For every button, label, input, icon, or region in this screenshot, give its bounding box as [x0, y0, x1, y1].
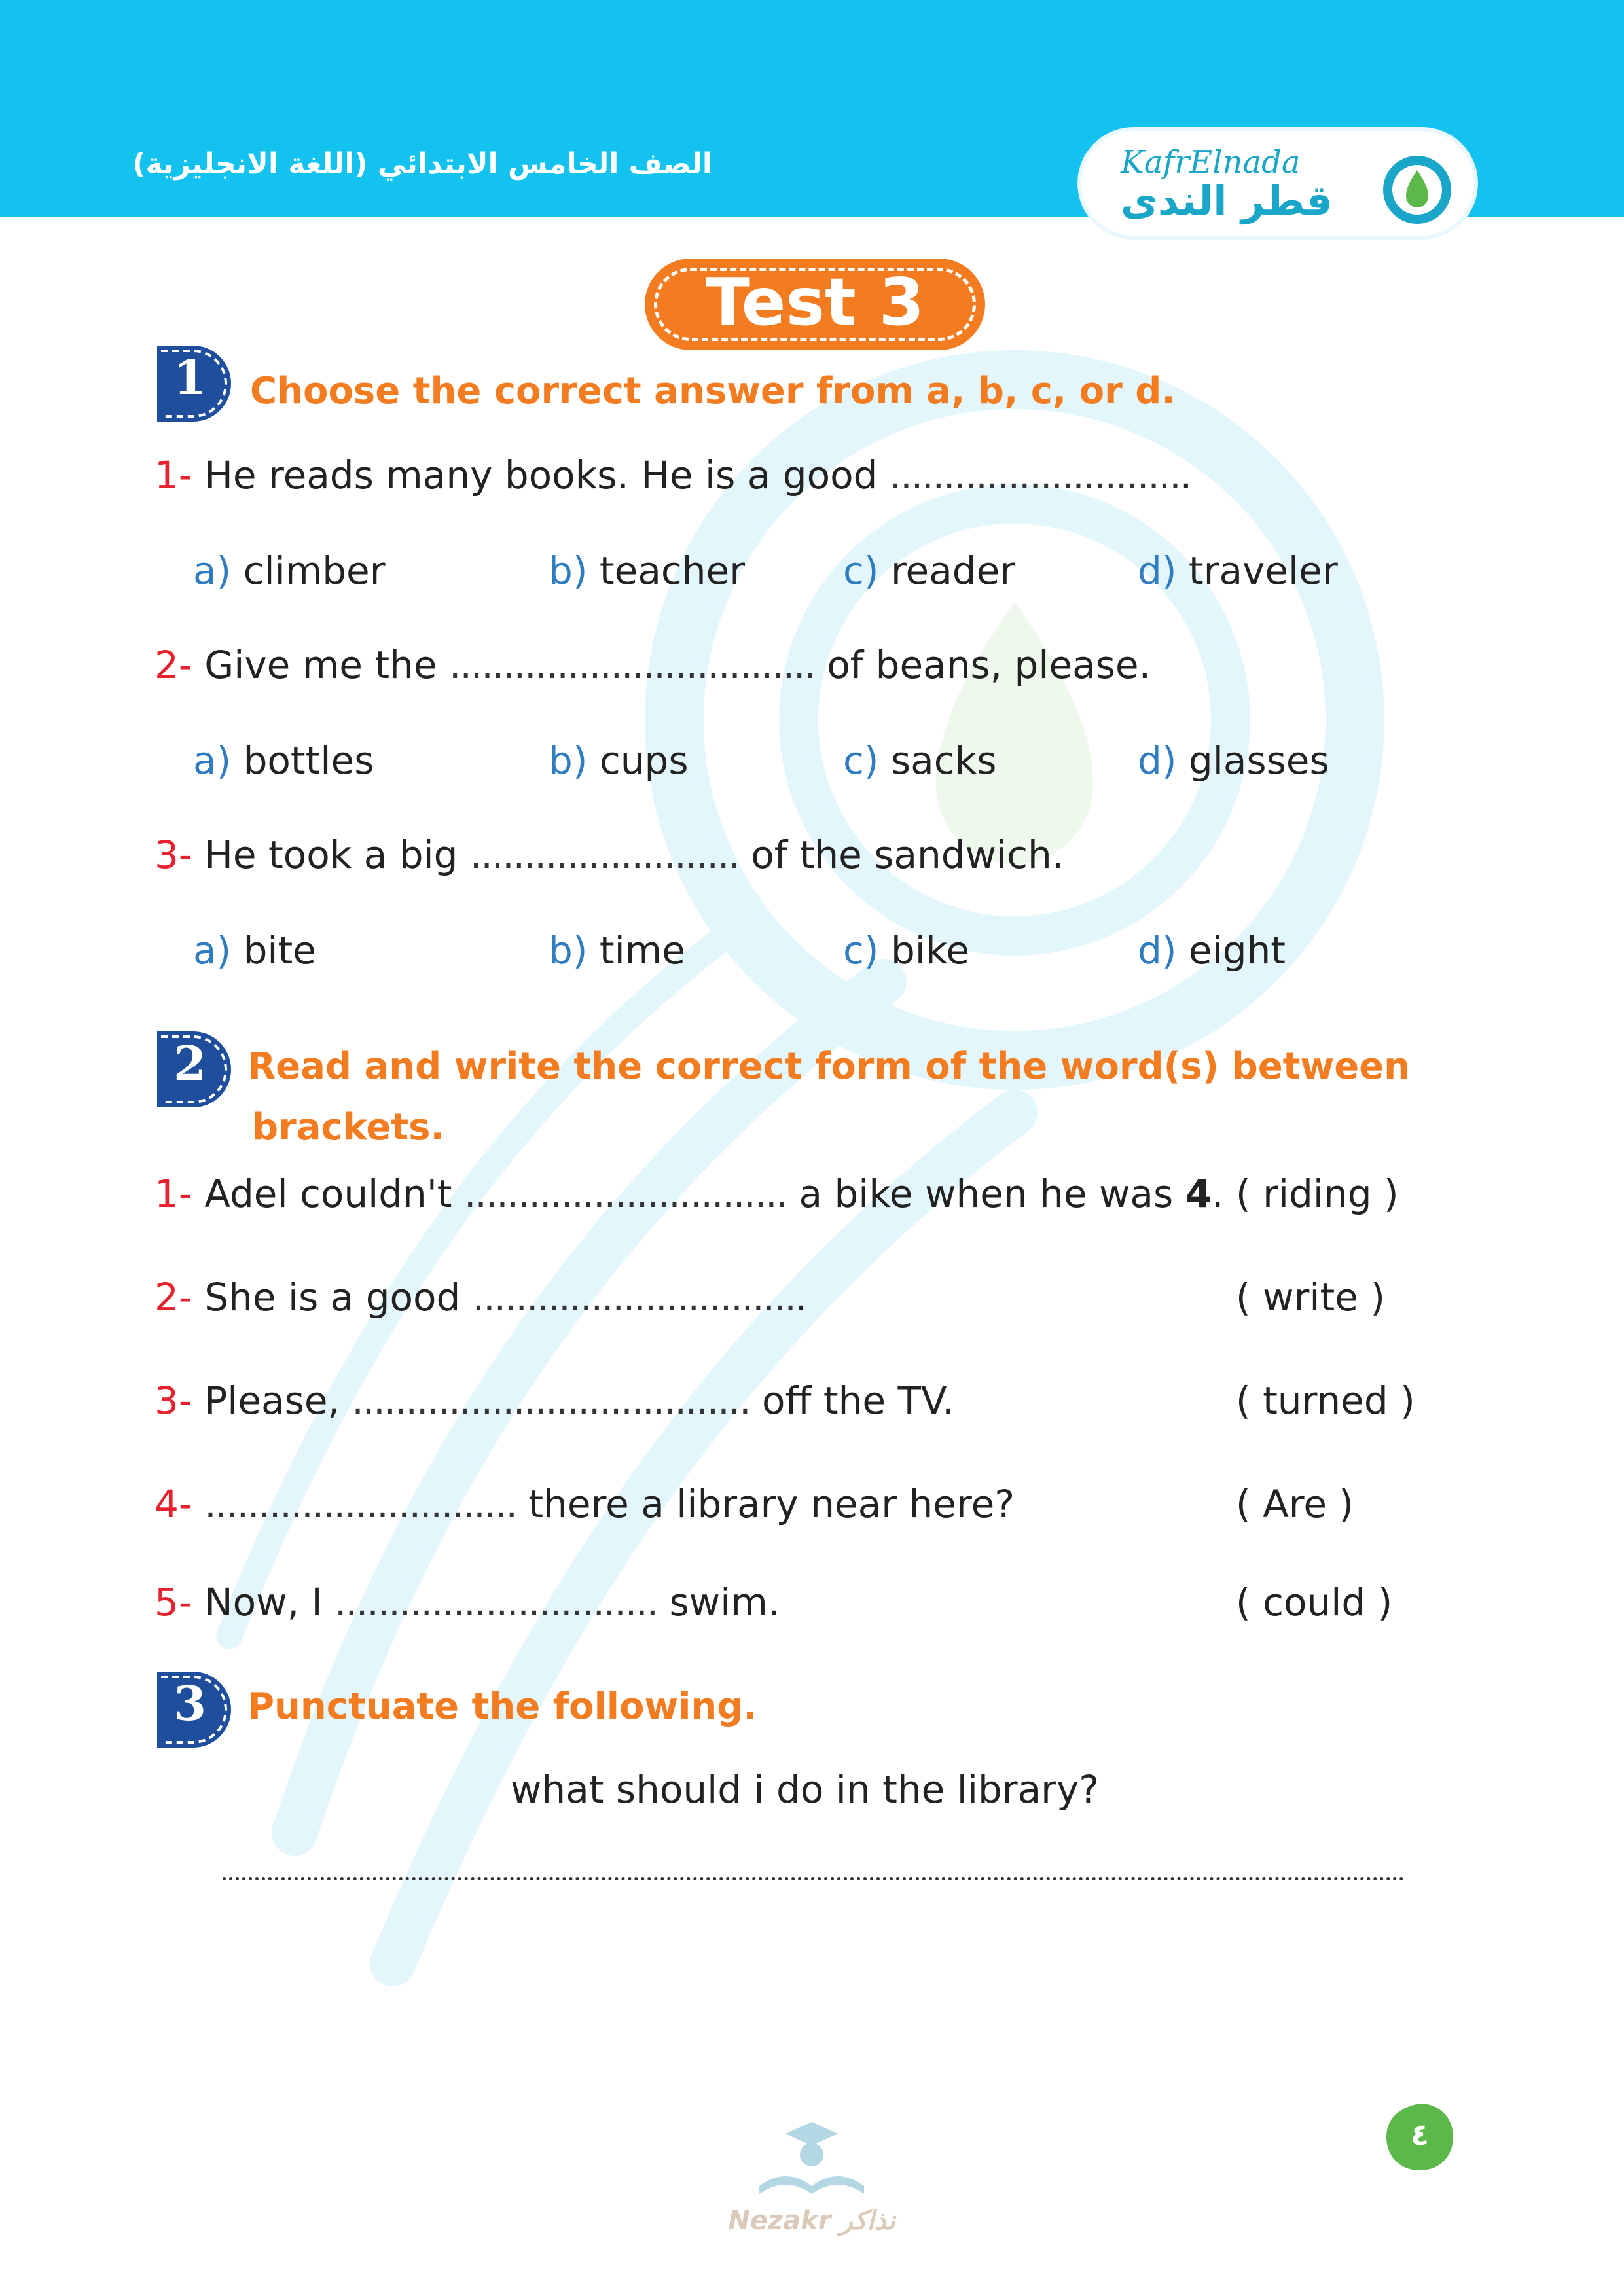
option-text: glasses: [1188, 738, 1329, 783]
option-letter: c): [843, 738, 879, 783]
question-number-bold: 4: [1185, 1172, 1212, 1216]
option-text: sacks: [890, 738, 997, 783]
question-text-end: off the TV.: [761, 1378, 954, 1423]
option-letter: d): [1138, 738, 1177, 783]
section-2-title-line1: Read and write the correct form of the word(s) between: [247, 1045, 1411, 1088]
option-text: time: [599, 928, 685, 973]
option-text: traveler: [1188, 548, 1338, 593]
answer-blank[interactable]: ..............................: [463, 1172, 787, 1216]
option-b[interactable]: [549, 738, 689, 783]
question-text: She is a good: [204, 1275, 461, 1319]
question-number: 4-: [154, 1482, 192, 1526]
question-number: 5-: [154, 1580, 192, 1624]
kafr-elnada-logo: [1081, 131, 1474, 236]
page-number-badge: [1384, 2101, 1456, 2173]
question-text: Please,: [204, 1378, 340, 1423]
option-b[interactable]: [549, 928, 685, 973]
option-a[interactable]: [193, 548, 386, 593]
option-letter: b): [549, 548, 588, 593]
option-a[interactable]: [193, 928, 316, 973]
question-text-end: of the sandwich.: [751, 833, 1064, 877]
option-d[interactable]: [1138, 928, 1286, 973]
option-d[interactable]: [1138, 548, 1338, 593]
question-text: Give me the: [204, 643, 437, 687]
question-text: Adel couldn't: [204, 1172, 452, 1216]
option-text: reader: [890, 548, 1016, 593]
option-text: cups: [599, 738, 689, 783]
option-text: bite: [243, 928, 316, 973]
test-title-badge: [645, 259, 985, 350]
page-number: ٤: [1410, 2117, 1430, 2152]
question-text-end: of beans, please.: [827, 643, 1151, 687]
question-row: [154, 1580, 780, 1624]
question-text-end: swim.: [669, 1580, 780, 1624]
section-2-badge: [157, 1031, 236, 1110]
section-3-title: Punctuate the following.: [247, 1685, 757, 1728]
section-number: 1: [173, 350, 207, 405]
option-letter: a): [193, 548, 232, 593]
question-text-end: .: [1180, 453, 1193, 497]
section-number: 3: [173, 1676, 207, 1731]
question-number: 2-: [154, 1275, 192, 1319]
question-number: 3-: [154, 833, 192, 877]
option-c[interactable]: [843, 738, 996, 783]
bracket-word: ( riding ): [1236, 1172, 1399, 1216]
question-text: He took a big: [204, 833, 458, 877]
question-text-end: a bike when he was: [799, 1172, 1174, 1216]
option-letter: d): [1138, 928, 1177, 973]
water-drop-icon: [1375, 144, 1460, 229]
answer-blank[interactable]: .........................: [469, 833, 739, 877]
test-title: Test 3: [705, 264, 925, 340]
option-b[interactable]: [549, 548, 745, 593]
footer-logo-text: Nezakr نذاكر: [728, 2206, 895, 2236]
option-c[interactable]: [843, 928, 969, 973]
answer-blank[interactable]: ..............................: [334, 1580, 658, 1624]
section-1-badge: [157, 346, 236, 424]
option-letter: b): [549, 928, 588, 973]
option-letter: c): [843, 548, 879, 593]
bracket-word: ( turned ): [1236, 1378, 1415, 1423]
option-letter: c): [843, 928, 879, 973]
option-letter: a): [193, 928, 232, 973]
section-1-title: Choose the correct answer from a, b, c, or d.: [250, 370, 1176, 412]
question-text: He reads many books. He is a good: [204, 453, 878, 497]
option-letter: a): [193, 738, 232, 783]
question-number: 3-: [154, 1378, 192, 1423]
question-end-punct: .: [1211, 1172, 1224, 1216]
section-3-badge: [157, 1672, 236, 1750]
bracket-word: ( write ): [1236, 1275, 1385, 1319]
bracket-word: ( Are ): [1236, 1482, 1354, 1526]
question-row: [154, 1275, 807, 1319]
header-title: الصف الخامس الابتدائي (اللغة الانجليزية): [132, 147, 712, 181]
option-letter: d): [1138, 548, 1177, 593]
option-letter: b): [549, 738, 588, 783]
answer-line[interactable]: [223, 1877, 1404, 1880]
question-number: 2-: [154, 643, 192, 687]
question-row: [154, 1378, 954, 1423]
answer-blank[interactable]: ..................................: [449, 643, 815, 687]
answer-blank[interactable]: ..............................: [472, 1275, 795, 1319]
option-a[interactable]: [193, 738, 374, 783]
punctuate-sentence: what should i do in the library?: [511, 1767, 1100, 1812]
option-text: teacher: [599, 548, 746, 593]
option-text: eight: [1188, 928, 1286, 973]
section-2-title-line2: brackets.: [252, 1106, 444, 1149]
question-text: Now, I: [204, 1580, 323, 1624]
question-row: [154, 1172, 1223, 1216]
question-row: [154, 1482, 1015, 1526]
answer-blank[interactable]: .............................: [204, 1482, 516, 1526]
option-c[interactable]: [843, 548, 1015, 593]
question-text-end: there a library near here?: [528, 1482, 1015, 1526]
graduate-book-icon: [720, 2114, 903, 2206]
option-d[interactable]: [1138, 738, 1329, 783]
logo-arabic-text: قطر الندى: [1121, 177, 1333, 224]
section-number: 2: [173, 1035, 207, 1091]
question-number: 1-: [154, 453, 192, 497]
question-row: [154, 643, 1151, 687]
bracket-word: ( could ): [1236, 1580, 1393, 1624]
header-bar: [0, 0, 1624, 224]
logo-latin-text: KafrElnada: [1121, 144, 1301, 181]
option-text: bike: [890, 928, 970, 973]
answer-blank[interactable]: .....................................: [352, 1378, 750, 1423]
option-text: bottles: [243, 738, 374, 783]
nezakr-logo: [720, 2114, 903, 2245]
question-text-end: .: [795, 1275, 808, 1319]
question-row: [154, 453, 1192, 497]
answer-blank[interactable]: ...........................: [889, 453, 1180, 497]
option-text: climber: [243, 548, 386, 593]
question-number: 1-: [154, 1172, 192, 1216]
question-row: [154, 833, 1064, 877]
